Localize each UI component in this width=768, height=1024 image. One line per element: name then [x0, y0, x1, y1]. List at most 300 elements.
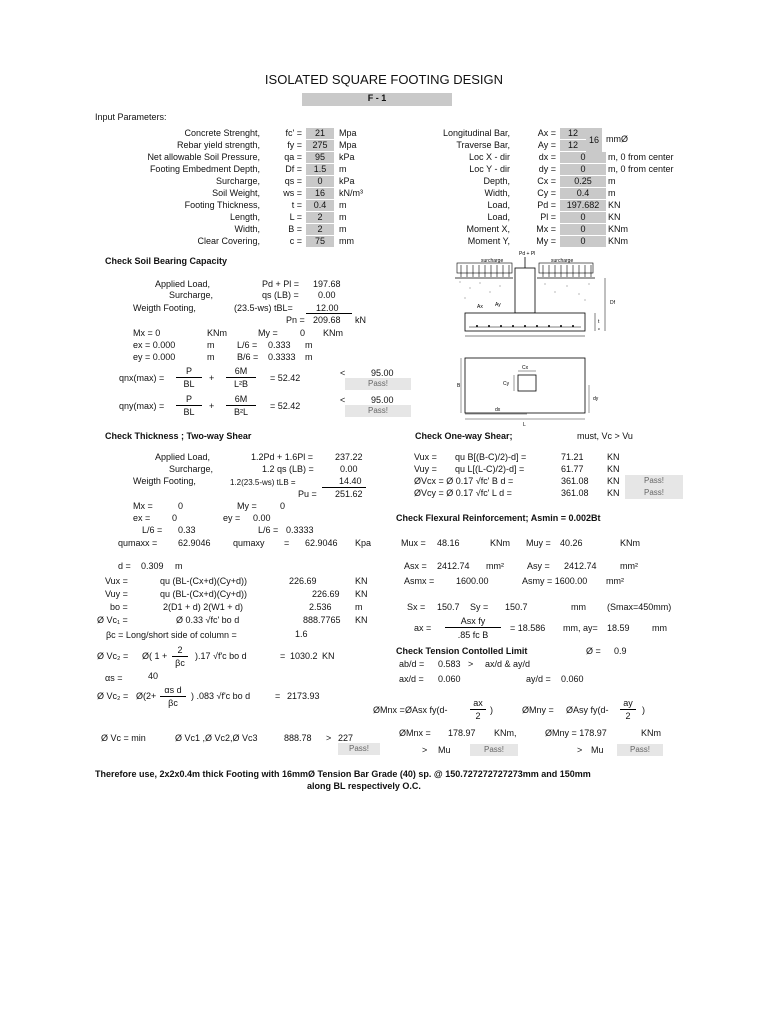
tw-vc2b-eq: =	[275, 691, 281, 701]
tw-vc1-unit: KN	[355, 615, 368, 625]
qnx-lt: <	[340, 368, 346, 378]
tn-gt-x: >	[422, 745, 428, 755]
tn-gt-y: >	[577, 745, 583, 755]
diagram-ax: Ax	[477, 304, 483, 310]
fl-asx-unit: mm²	[486, 561, 504, 571]
tn-mnx-close: )	[490, 705, 493, 715]
fl-asy-val: 2412.74	[564, 561, 597, 571]
qny-frac1	[176, 405, 202, 406]
diagram-dx: dx	[495, 407, 501, 413]
soil-surcharge-val: 0.00	[318, 290, 336, 300]
fl-ay-unit: mm	[652, 623, 667, 633]
tn-phi-val: 0.9	[614, 646, 627, 656]
flexural-header: Check Flexural Reinforcement; Asmin = 0.002Bt	[396, 513, 601, 523]
tw-vc2b-num: αs d	[164, 685, 182, 695]
input-value-left[interactable]: 16	[306, 188, 334, 199]
ow-vux-expr: qu B[(B-C)/2)-d] =	[455, 452, 527, 462]
tn-mny: ØMny =	[522, 705, 554, 715]
footing-diagram	[455, 248, 635, 433]
qnx-num1: P	[185, 366, 192, 376]
soil-applied-label: Applied Load,	[155, 279, 211, 289]
ow-vcx-val: 361.08	[561, 476, 589, 486]
input-label-right: Longitudinal Bar,	[442, 128, 510, 138]
input-label-right: Load,	[487, 200, 510, 210]
tw-vc-r: 227	[338, 733, 354, 743]
tw-mx-val: 0	[178, 501, 184, 511]
qny-den2: B²L	[233, 407, 248, 417]
qnx-pass-badge: Pass!	[345, 378, 411, 390]
input-symbol-left: c =	[289, 236, 302, 246]
soil-b6: B/6 =	[237, 352, 259, 362]
tn-mny2: ØMny = 178.97	[545, 728, 607, 738]
diagram-surcharge-left: surcharge	[481, 258, 504, 264]
tw-my: My =	[237, 501, 257, 511]
ow-vcy-unit: KN	[607, 488, 620, 498]
input-label-left: Footing Thickness,	[184, 200, 260, 210]
ow-vux-val: 71.21	[561, 452, 584, 462]
diagram-b: B	[457, 383, 461, 389]
qnx-plus: +	[209, 373, 215, 383]
conclusion-line-2: along BL respectively O.C.	[307, 781, 421, 791]
tn-mnx-expr: ØAsx fy(d-	[405, 705, 448, 715]
input-symbol-left: t =	[291, 200, 302, 210]
qnx-den2: L²B	[233, 379, 248, 389]
input-header: Input Parameters:	[95, 112, 167, 122]
ow-vcy: ØVcy = Ø 0.17 √fc' L d =	[414, 488, 512, 498]
tn-mnx-frac	[470, 709, 486, 710]
input-unit-right: m, 0 from center	[608, 164, 674, 174]
tw-vc2b: Ø Vc₂ =	[97, 691, 129, 701]
soil-header: Check Soil Bearing Capacity	[105, 256, 228, 266]
qnx-den1: BL	[183, 379, 195, 389]
qnx-limit: 95.00	[371, 368, 394, 378]
sum-rule	[306, 313, 352, 314]
input-symbol-right: Ax =	[537, 128, 556, 138]
soil-weight-expr: (23.5-ws) tBL=	[234, 303, 293, 313]
fl-mux-unit: KNm	[490, 538, 510, 548]
soil-pn-val: 209.68	[313, 315, 341, 325]
soil-l6-unit: m	[305, 340, 313, 350]
input-value-left[interactable]: 75	[306, 236, 334, 247]
tw-ex: ex =	[133, 513, 151, 523]
input-label-left: Rebar yield strength,	[176, 140, 260, 150]
fl-mux-val: 48.16	[437, 538, 460, 548]
tw-weight-val: 14.40	[339, 476, 362, 486]
input-symbol-right: Cy =	[537, 188, 556, 198]
tw-as-val: 40	[148, 671, 159, 681]
ow-vcy-pass-badge: Pass!	[625, 487, 683, 499]
input-unit-right: KN	[608, 212, 621, 222]
qnx-value: = 52.42	[270, 373, 301, 383]
conclusion-line-1: Therefore use, 2x2x0.4m thick Footing with 16mmØ Tension Bar Grade (40) sp. @ 150.727272727273mm and 150mm	[95, 769, 591, 779]
tn-mnx2-val: 178.97	[448, 728, 476, 738]
tw-bo: bo =	[110, 602, 128, 612]
soil-surcharge-label: Surcharge,	[169, 290, 214, 300]
tw-vc2b-expr2: ) .083 √f'c bo d	[191, 691, 251, 701]
tw-vc1-val: 888.7765	[303, 615, 341, 625]
soil-b6-unit: m	[305, 352, 313, 362]
fl-asy-unit: mm²	[620, 561, 638, 571]
tn-pass-y-badge: Pass!	[617, 744, 663, 756]
tw-vc2b-expr1: Ø(2+	[136, 691, 157, 701]
tw-l6-val: 0.33	[178, 525, 196, 535]
soil-b6-val: 0.3333	[268, 352, 296, 362]
qny-lt: <	[340, 395, 346, 405]
bar-diameter[interactable]: 16	[586, 128, 602, 152]
ow-vuy-val: 61.77	[561, 464, 584, 474]
footing-elevation	[465, 313, 585, 331]
fl-muy-val: 40.26	[560, 538, 583, 548]
tn-mu-y: Mu	[591, 745, 604, 755]
soil-pn-expr: Pn =	[286, 315, 305, 325]
input-unit-left: kPa	[339, 152, 355, 162]
ow-vcx-unit: KN	[607, 476, 620, 486]
tn-pass-x-badge: Pass!	[470, 744, 518, 756]
soil-applied-val: 197.68	[313, 279, 341, 289]
input-symbol-right: My =	[536, 236, 556, 246]
input-unit-right: KN	[608, 200, 621, 210]
input-value-right[interactable]: 0.25	[560, 176, 606, 187]
diagram-df: Df	[610, 300, 615, 306]
tw-sum-rule	[322, 487, 366, 488]
input-unit-left: Mpa	[339, 140, 357, 150]
diagram-load-label: Pd + Pl	[519, 251, 536, 257]
tn-mnx2-unit: KNm,	[494, 728, 517, 738]
soil-my: My =	[258, 328, 278, 338]
input-value-left[interactable]: 95	[306, 152, 334, 163]
soil-pn-unit: kN	[355, 315, 366, 325]
diagram-surcharge-right: surcharge	[551, 258, 574, 264]
qny-den1: BL	[183, 407, 195, 417]
tw-vc2-num: 2	[177, 645, 183, 655]
column-plan	[518, 375, 536, 391]
input-label-right: Moment Y,	[467, 236, 510, 246]
tw-vc2-den: βc	[175, 658, 185, 668]
fl-smax: (Smax=450mm)	[607, 602, 672, 612]
tw-bc-val: 1.6	[295, 629, 308, 639]
tw-vc2-frac	[172, 656, 188, 657]
tw-surcharge-expr: 1.2 qs (LB) =	[262, 464, 314, 474]
input-label-left: Concrete Strenght,	[184, 128, 260, 138]
tw-vuy-val: 226.69	[312, 589, 340, 599]
soil-l6-val: 0.333	[268, 340, 291, 350]
tn-mny-frac	[620, 709, 636, 710]
tw-qumaxy-eq: =	[284, 538, 290, 548]
input-label-left: Length,	[229, 212, 260, 222]
ow-vuy-unit: KN	[607, 464, 620, 474]
qny-num1: P	[185, 394, 192, 404]
qny-limit: 95.00	[371, 395, 394, 405]
tw-surcharge-val: 0.00	[340, 464, 358, 474]
tw-vux-val: 226.69	[289, 576, 317, 586]
ow-vux-unit: KN	[607, 452, 620, 462]
tn-mnx2: ØMnx =	[399, 728, 431, 738]
input-value-right[interactable]: 197.682	[560, 200, 606, 211]
oneway-header: Check One-way Shear;	[415, 431, 513, 441]
tw-vuy-expr: qu (BL-(Cx+d)(Cy+d))	[160, 589, 248, 599]
diagram-cy: Cy	[503, 381, 510, 387]
tn-ayd-val: 0.060	[561, 674, 584, 684]
oneway-note: must, Vc > Vu	[577, 431, 633, 441]
tw-vuy-unit: KN	[355, 589, 368, 599]
input-unit-right: KNm	[608, 236, 628, 246]
tw-vc1: Ø Vc₁ =	[97, 615, 128, 625]
fl-muy-unit: KNm	[620, 538, 640, 548]
input-symbol-right: Pd =	[537, 200, 556, 210]
input-label-left: Footing Embedment Depth,	[149, 164, 260, 174]
tw-bo-val: 2.536	[309, 602, 332, 612]
tw-d-unit: m	[175, 561, 183, 571]
fl-ax-frac	[445, 627, 501, 628]
tn-mu-x: Mu	[438, 745, 451, 755]
input-unit-left: kN/m³	[339, 188, 363, 198]
fl-asmy-unit: mm²	[606, 576, 624, 586]
qny-plus: +	[209, 401, 215, 411]
ow-vux: Vux =	[414, 452, 437, 462]
input-value-left[interactable]: 1.5	[306, 164, 334, 175]
input-label-left: Soil Weight,	[212, 188, 260, 198]
tn-abd-r: ax/d & ay/d	[485, 659, 531, 669]
tension-header: Check Tension Contolled Limit	[396, 646, 528, 656]
qnx-num2: 6M	[234, 366, 248, 376]
input-unit-right: m	[608, 176, 616, 186]
soil-applied-expr: Pd + Pl =	[262, 279, 300, 289]
tw-as: αs =	[105, 673, 123, 683]
input-label-right: Moment X,	[466, 224, 510, 234]
qnx-label: qnx(max) =	[119, 373, 165, 383]
diagram-t: t	[598, 319, 600, 325]
input-symbol-left: L =	[289, 212, 302, 222]
input-unit-left: m	[339, 212, 347, 222]
tw-pu-val: 251.62	[335, 489, 363, 499]
tw-bo-unit: m	[355, 602, 363, 612]
tw-vc2-expr1: Ø( 1 +	[142, 651, 168, 661]
tw-vc2-val: 1030.2	[290, 651, 318, 661]
fl-ax-den: .85 fc B	[457, 630, 489, 640]
input-label-right: Depth,	[483, 176, 510, 186]
tn-mny-expr: ØAsy fy(d-	[566, 705, 609, 715]
input-symbol-left: fy =	[287, 140, 302, 150]
ow-vcx: ØVcx = Ø 0.17 √fc' B d =	[414, 476, 514, 486]
tw-qumaxy-val: 62.9046	[305, 538, 338, 548]
tw-d: d =	[118, 561, 131, 571]
tw-vc-expr: Ø Vc1 ,Ø Vc2,Ø Vc3	[175, 733, 258, 743]
input-unit-right: m, 0 from center	[608, 152, 674, 162]
tw-vc2b-val: 2173.93	[287, 691, 320, 701]
soil-ex: ex = 0.000	[133, 340, 176, 350]
input-symbol-left: Df =	[285, 164, 302, 174]
tw-vc2-unit: KN	[322, 651, 335, 661]
tw-l6b: L/6 =	[258, 525, 279, 535]
bar-unit: mmØ	[606, 134, 628, 144]
fl-asy: Asy =	[527, 561, 550, 571]
tw-vc2b-frac	[160, 696, 186, 697]
qny-value: = 52.42	[270, 401, 301, 411]
fl-s-unit: mm	[571, 602, 586, 612]
tw-vc2-eq: =	[280, 651, 286, 661]
fl-asx: Asx =	[404, 561, 427, 571]
tw-ey: ey =	[223, 513, 241, 523]
input-symbol-right: dy =	[538, 164, 556, 174]
tw-bo-expr: 2(D1 + d) 2(W1 + d)	[163, 602, 244, 612]
input-value-left[interactable]: 0	[306, 176, 334, 187]
tw-ey-val: 0.00	[253, 513, 271, 523]
input-label-left: Surcharge,	[215, 176, 260, 186]
tw-vc2b-den: βc	[168, 698, 178, 708]
fl-ax: ax =	[414, 623, 432, 633]
column-elevation	[515, 268, 535, 313]
tw-vux-expr: qu (BL-(Cx+d)(Cy+d))	[160, 576, 248, 586]
fl-sy: Sy =	[470, 602, 489, 612]
tw-vuy: Vuy =	[105, 589, 128, 599]
fl-sx-val: 150.7	[437, 602, 460, 612]
input-value-left[interactable]: 2	[306, 224, 334, 235]
input-symbol-right: Pl =	[540, 212, 556, 222]
tw-qumaxx: qumaxx =	[118, 538, 158, 548]
tw-my-val: 0	[280, 501, 286, 511]
fl-muy: Muy =	[526, 538, 551, 548]
tw-vc2-expr2: ).17 √f'c bo d	[195, 651, 247, 661]
tn-mny-num: ay	[623, 698, 633, 708]
ow-vuy-expr: qu L[(L-C)/2)-d] =	[455, 464, 525, 474]
tn-mnx: ØMnx =	[373, 705, 405, 715]
tn-abd: ab/d =	[399, 659, 425, 669]
input-value-right[interactable]: 12	[560, 140, 586, 151]
soil-ey: ey = 0.000	[133, 352, 176, 362]
soil-my-val: 0	[300, 328, 306, 338]
tn-mnx-num: ax	[473, 698, 483, 708]
fl-ay-val: 18.59	[607, 623, 630, 633]
input-label-right: Load,	[487, 212, 510, 222]
soil-mx: Mx = 0	[133, 328, 161, 338]
tn-mny-close: )	[642, 705, 645, 715]
fl-ax-val: = 18.586	[510, 623, 546, 633]
tw-vc-val: 888.78	[284, 733, 312, 743]
input-label-right: Traverse Bar,	[456, 140, 510, 150]
diagram-c: c	[598, 326, 600, 331]
tw-vc2: Ø Vc₂ =	[97, 651, 129, 661]
input-label-left: Net allowable Soil Pressure,	[147, 152, 260, 162]
tw-weight-label: Weigth Footing,	[133, 476, 196, 486]
tw-weight-expr: 1.2(23.5-ws) tLB =	[230, 478, 296, 487]
qny-frac2	[226, 405, 256, 406]
tw-ex-val: 0	[172, 513, 178, 523]
tw-vux-unit: KN	[355, 576, 368, 586]
fl-ax-unit: mm, ay=	[563, 623, 598, 633]
diagram-ay: Ay	[495, 302, 501, 308]
input-value-right[interactable]: 0	[560, 224, 606, 235]
qny-label: qny(max) =	[119, 401, 165, 411]
diagram-l: L	[523, 422, 526, 428]
soil-weight-val: 12.00	[316, 303, 339, 313]
tn-mny2-unit: KNm	[641, 728, 661, 738]
fl-asx-val: 2412.74	[437, 561, 470, 571]
ow-vcy-val: 361.08	[561, 488, 589, 498]
input-symbol-left: qa =	[284, 152, 302, 162]
input-symbol-right: Mx =	[536, 224, 556, 234]
tw-vc: Ø Vc = min	[101, 733, 146, 743]
input-value-right[interactable]: 0	[560, 152, 606, 163]
input-unit-left: mm	[339, 236, 354, 246]
qnx-frac1	[176, 377, 202, 378]
input-value-right[interactable]: 0.4	[560, 188, 606, 199]
surcharge-left-box	[457, 263, 512, 273]
input-unit-right: KNm	[608, 224, 628, 234]
input-value-left[interactable]: 2	[306, 212, 334, 223]
fl-sy-val: 150.7	[505, 602, 528, 612]
tw-qumaxy: qumaxy	[233, 538, 265, 548]
tw-mx: Mx =	[133, 501, 153, 511]
fl-mux: Mux =	[401, 538, 426, 548]
footing-id: F - 1	[302, 93, 452, 106]
input-symbol-right: dx =	[538, 152, 556, 162]
input-value-right[interactable]: 0	[560, 164, 606, 175]
tw-applied-val: 237.22	[335, 452, 363, 462]
input-value-left[interactable]: 0.4	[306, 200, 334, 211]
input-value-left[interactable]: 275	[306, 140, 334, 151]
input-unit-left: m	[339, 200, 347, 210]
input-value-right[interactable]: 0	[560, 236, 606, 247]
input-unit-right: m	[608, 188, 616, 198]
tw-l6: L/6 =	[142, 525, 163, 535]
ow-vuy: Vuy =	[414, 464, 437, 474]
tw-surcharge-label: Surcharge,	[169, 464, 214, 474]
twoway-header: Check Thickness ; Two-way Shear	[105, 431, 252, 441]
fl-asmy: Asmy = 1600.00	[522, 576, 588, 586]
tw-vc-gt: >	[326, 733, 332, 743]
tn-axd: ax/d =	[399, 674, 424, 684]
soil-mx-unit: KNm	[207, 328, 227, 338]
soil-l6: L/6 =	[237, 340, 258, 350]
tn-ayd: ay/d =	[526, 674, 551, 684]
input-unit-left: m	[339, 224, 347, 234]
input-value-left[interactable]: 21	[306, 128, 334, 139]
qnx-frac2	[226, 377, 256, 378]
tw-l6b-val: 0.3333	[286, 525, 314, 535]
qny-num2: 6M	[234, 394, 248, 404]
input-unit-left: m	[339, 164, 347, 174]
tw-qumaxx-val: 62.9046	[178, 538, 211, 548]
tw-pu-expr: Pu =	[298, 489, 317, 499]
input-value-right[interactable]: 0	[560, 212, 606, 223]
fl-asmx: Asmx =	[404, 576, 435, 586]
diagram-cx: Cx	[522, 365, 529, 371]
input-symbol-right: Ay =	[537, 140, 556, 150]
tn-mny-den: 2	[625, 711, 631, 721]
input-unit-left: Mpa	[339, 128, 357, 138]
fl-ax-num: Asx fy	[460, 616, 486, 626]
input-value-right[interactable]: 12	[560, 128, 586, 139]
input-symbol-left: B =	[288, 224, 302, 234]
tn-abd-gt: >	[468, 659, 474, 669]
tw-vux: Vux =	[105, 576, 128, 586]
soil-surcharge-expr: qs (LB) =	[262, 290, 299, 300]
input-label-right: Loc X - dir	[468, 152, 510, 162]
input-symbol-left: fc' =	[285, 128, 302, 138]
ow-vcx-pass-badge: Pass!	[625, 475, 683, 487]
soil-ey-unit: m	[207, 352, 215, 362]
tn-mnx-den: 2	[475, 711, 481, 721]
tn-abd-val: 0.583	[438, 659, 461, 669]
tw-applied-expr: 1.2Pd + 1.6Pl =	[251, 452, 314, 462]
input-label-left: Clear Covering,	[197, 236, 260, 246]
input-label-right: Loc Y - dir	[469, 164, 510, 174]
input-label-left: Width,	[234, 224, 260, 234]
tw-pass-badge: Pass!	[338, 743, 380, 755]
tn-axd-val: 0.060	[438, 674, 461, 684]
tw-qu-unit: Kpa	[355, 538, 372, 548]
soil-weight-label: Weigth Footing,	[133, 303, 196, 313]
